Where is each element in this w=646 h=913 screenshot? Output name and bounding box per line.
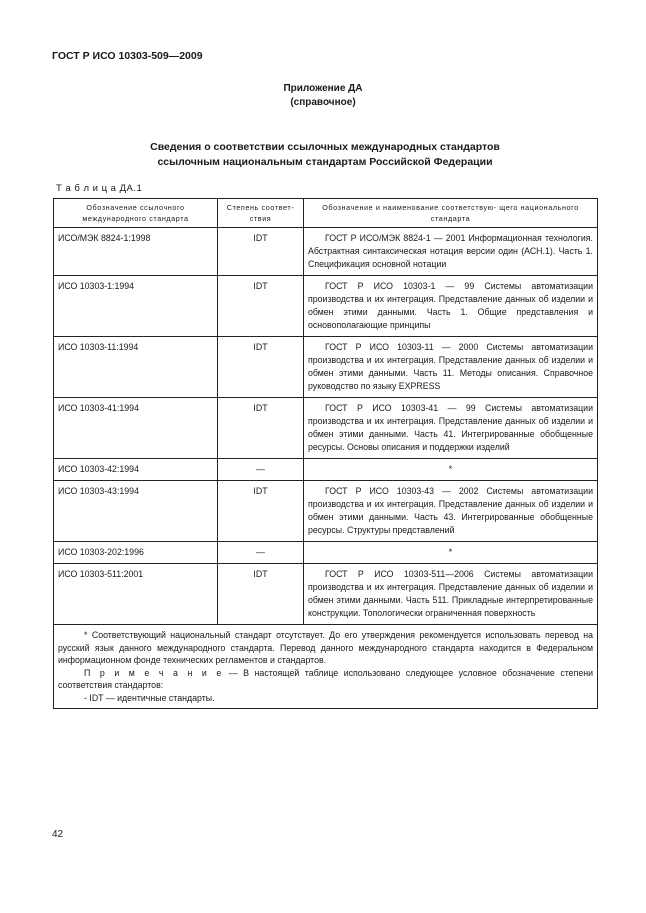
degree-value: IDT xyxy=(218,398,304,459)
table-notes xyxy=(54,625,598,709)
appendix-title: Приложение ДА xyxy=(283,83,363,94)
appendix-heading xyxy=(0,82,646,110)
degree-value: IDT xyxy=(218,481,304,542)
page-number: 42 xyxy=(52,829,64,840)
national-standard: ГОСТ Р ИСО 10303-43 — 2002 Системы автоматизации производства и их интеграция. Представление данных об изделии и обмен этими данными. Часть 43. Интегрированные обобщенные ресурсы. Структуры представлений xyxy=(304,481,598,542)
note-label: П р и м е ч а н и е xyxy=(84,667,224,678)
degree-value: — xyxy=(218,542,304,564)
national-standard: ГОСТ Р ИСО/МЭК 8824-1 — 2001 Информационная технология. Абстрактная синтаксическая нотация версии один (АСН.1). Часть 1. Спецификация основной нотации xyxy=(304,228,598,276)
table-row xyxy=(54,398,598,459)
international-code: ИСО 10303-43:1994 xyxy=(54,481,218,542)
table-row xyxy=(54,337,598,398)
table-row xyxy=(54,542,598,564)
national-standard: * xyxy=(304,459,598,481)
degree-value: IDT xyxy=(218,337,304,398)
table-row xyxy=(54,481,598,542)
note-item: - IDT — идентичные стандарты. xyxy=(84,692,215,703)
appendix-subtitle: (справочное) xyxy=(290,97,356,108)
table-header-row xyxy=(54,199,598,228)
degree-value: — xyxy=(218,459,304,481)
national-standard: ГОСТ Р ИСО 10303-1 — 99 Системы автоматизации производства и их интеграция. Представление данных об изделии и обмен этими данными. Часть 1. Общие представления и основополагающие принципы xyxy=(304,276,598,337)
international-code: ИСО/МЭК 8824-1:1998 xyxy=(54,228,218,276)
document-header: ГОСТ Р ИСО 10303-509—2009 xyxy=(52,50,203,62)
section-title-line-2: ссылочным национальным стандартам Российской Федерации xyxy=(157,156,493,168)
international-code: ИСО 10303-511:2001 xyxy=(54,564,218,625)
international-code: ИСО 10303-11:1994 xyxy=(54,337,218,398)
section-title-line-1: Сведения о соответствии ссылочных международных стандартов xyxy=(150,141,500,153)
international-code: ИСО 10303-202:1996 xyxy=(54,542,218,564)
national-standard: * xyxy=(304,542,598,564)
header-international-standard: Обозначение ссылочного международного стандарта xyxy=(54,199,218,228)
header-degree: Степень соответ- ствия xyxy=(218,199,304,228)
header-national-standard: Обозначение и наименование соответствую- щего национального стандарта xyxy=(304,199,598,228)
section-title xyxy=(60,140,590,170)
table-notes-row xyxy=(54,625,598,709)
national-standard: ГОСТ Р ИСО 10303-511—2006 Системы автоматизации производства и их интеграция. Представление данных об изделии и обмен этими данными. Часть 511. Прикладные интерпретированные конструкции. Топологически ограниченная поверхность xyxy=(304,564,598,625)
table-label: Т а б л и ц а ДА.1 xyxy=(56,183,143,194)
table-row xyxy=(54,228,598,276)
table-row xyxy=(54,459,598,481)
note xyxy=(58,667,593,692)
international-code: ИСО 10303-42:1994 xyxy=(54,459,218,481)
correspondence-table xyxy=(53,198,598,709)
international-code: ИСО 10303-1:1994 xyxy=(54,276,218,337)
degree-value: IDT xyxy=(218,276,304,337)
degree-value: IDT xyxy=(218,564,304,625)
footnote: * Соответствующий национальный стандарт отсутствует. До его утверждения рекомендуется использовать перевод на русский язык данного международного стандарта. Перевод данного международного стандарта находится в Федеральном информационном фонде технических регламентов и стандартов. xyxy=(58,630,593,665)
degree-value: IDT xyxy=(218,228,304,276)
national-standard: ГОСТ Р ИСО 10303-41 — 99 Системы автоматизации производства и их интеграция. Представление данных об изделии и обмен этими данными. Часть 41. Интегрированные обобщенные ресурсы. Основы описания и поддержки изделий xyxy=(304,398,598,459)
note-text: — В настоящей таблице использовано следующее условное обозначение степени соответствия стандартов: xyxy=(58,667,593,690)
international-code: ИСО 10303-41:1994 xyxy=(54,398,218,459)
table-row xyxy=(54,564,598,625)
national-standard: ГОСТ Р ИСО 10303-11 — 2000 Системы автоматизации производства и их интеграция. Представление данных об изделии и обмен этими данными. Часть 11. Методы описания. Справочное руководство по языку EXPRESS xyxy=(304,337,598,398)
table-row xyxy=(54,276,598,337)
